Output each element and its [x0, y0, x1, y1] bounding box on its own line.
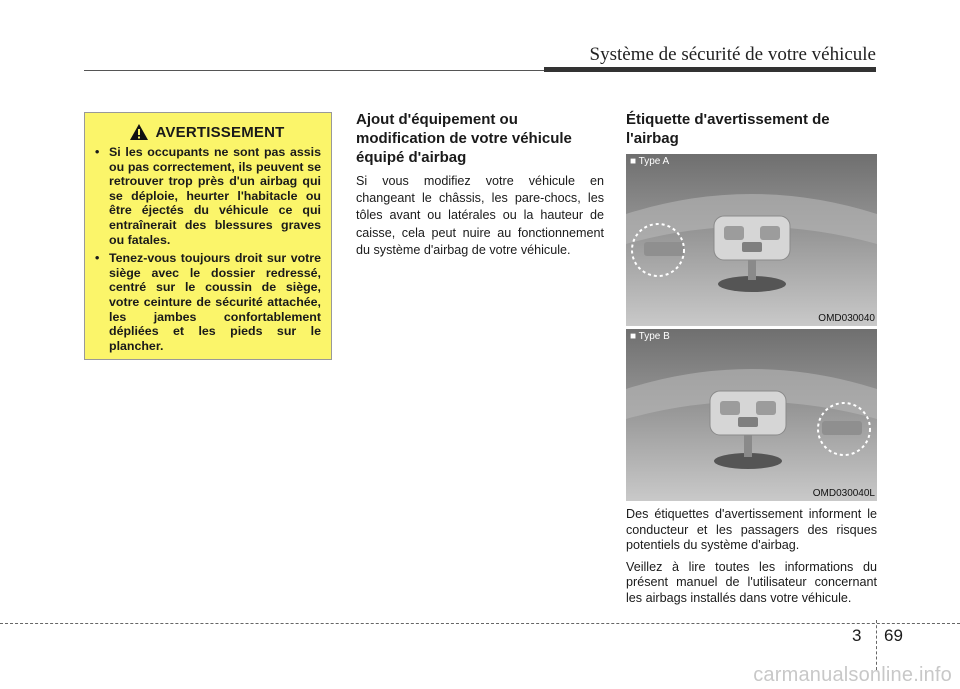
warning-item: • Si les occupants ne sont pas assis ou pas correctement, ils peuvent se retrouver trop près d'un airbag qui se déploie, heurter l'habitacle ou être éjectés du véhicule ce qui entraînerait des blessures graves ou fatales.: [93, 145, 321, 247]
chapter-number: 3: [852, 626, 862, 645]
warning-box: [84, 112, 332, 360]
watermark: carmanualsonline.info: [753, 664, 952, 686]
footer-rule: [0, 623, 960, 624]
section-title-modification: Ajout d'équipement ou modification de votre véhicule équipé d'airbag: [356, 111, 572, 166]
paragraph: Veillez à lire toutes les informations du présent manuel de l'utilisateur concernant les airbags installés dans votre véhicule.: [626, 559, 877, 605]
photo-type-b-label: ■ Type B: [630, 331, 670, 342]
section-body-modification: Si vous modifiez votre véhicule en changeant le châssis, les pare-chocs, les tôles avant ou latérales ou la hauteur de caisse, cela peut nuire au fonctionnement du système d'airbag de votre véhicule.: [356, 174, 604, 257]
page-number-divider: [876, 620, 877, 670]
page-number: 69: [884, 626, 903, 645]
photo-type-b: [626, 329, 877, 501]
warning-list: [93, 145, 321, 353]
paragraph: Des étiquettes d'avertissement informent le conducteur et les passagers des risques potentiels du système d'airbag.: [626, 507, 877, 553]
section-title-airbag-label: Étiquette d'avertissement de l'airbag: [626, 111, 830, 147]
warning-item: • Tenez-vous toujours droit sur votre siège avec le dossier redressé, centré sur le coussin de siège, votre ceinture de sécurité attachée, les jambes confortablement dépliées et les pieds sur le plancher.: [93, 251, 321, 353]
photo-type-a-code: OMD030040: [818, 313, 875, 324]
photo-type-a: [626, 154, 877, 326]
headliner-photo-b: [626, 329, 877, 501]
warning-header: [93, 123, 321, 141]
warning-triangle-icon: [129, 123, 149, 141]
headliner-photo-a: [626, 154, 877, 326]
photo-type-b-code: OMD030040L: [812, 488, 875, 499]
header-rule-thin: [84, 70, 544, 71]
header-rule-thick: [544, 67, 876, 72]
modification-section: [356, 110, 604, 259]
airbag-label-section: [626, 110, 877, 613]
photo-type-a-label: ■ Type A: [630, 156, 670, 167]
airbag-label-text: [626, 507, 877, 607]
page-header-title: Système de sécurité de votre véhicule: [589, 44, 876, 65]
warning-title: AVERTISSEMENT: [155, 123, 285, 141]
